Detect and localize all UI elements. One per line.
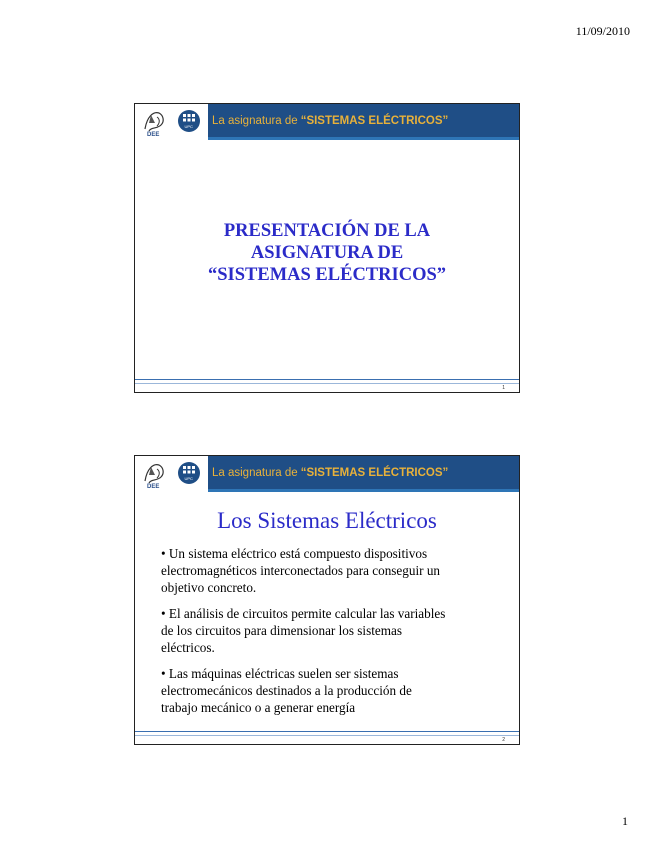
slide-2 [134, 455, 520, 745]
bullet-item: • El análisis de circuitos permite calcular las variables de los circuitos para dimensionar los sistemas eléctricos. [161, 606, 446, 655]
slide-1-title [135, 220, 519, 286]
bullet-list [161, 545, 503, 725]
title-line: ASIGNATURA DE [250, 243, 404, 263]
bullet-item: • Un sistema eléctrico está compuesto dispositivos electromagnéticos interconectados para conseguir un objetivo concreto. [161, 546, 441, 595]
page-number: 1 [622, 814, 628, 828]
slide-number: 1 [502, 385, 505, 391]
page-date: 11/09/2010 [575, 24, 630, 38]
bullet-item: • Las máquinas eléctricas suelen ser sistemas electromecánicos destinados a la producción de trabajo mecánico o a generar energía [161, 666, 412, 715]
dee-logo-icon [145, 465, 163, 489]
slide-header [135, 456, 519, 492]
title-line: “SISTEMAS ELÉCTRICOS” [207, 265, 446, 285]
slide-number: 2 [502, 737, 505, 743]
header-highlight: “SISTEMAS ELÉCTRICOS” [300, 466, 449, 479]
header-bar [208, 456, 519, 492]
svg-text:DEE: DEE [147, 484, 160, 489]
svg-text:UPC: UPC [184, 124, 193, 129]
slide-footer [135, 731, 519, 744]
title-line: PRESENTACIÓN DE LA [223, 221, 431, 241]
logos [141, 459, 205, 489]
header-bar [208, 104, 519, 140]
header-prefix: La asignatura de [212, 466, 298, 479]
upc-logo-icon [178, 462, 200, 484]
slide-footer [135, 379, 519, 392]
dee-logo-icon [145, 113, 163, 137]
header-highlight: “SISTEMAS ELÉCTRICOS” [300, 114, 449, 127]
svg-text:UPC: UPC [184, 476, 193, 481]
logos [141, 107, 205, 137]
upc-logo-icon [178, 110, 200, 132]
slide-1 [134, 103, 520, 393]
svg-text:DEE: DEE [147, 132, 160, 137]
slide-header [135, 104, 519, 140]
header-prefix: La asignatura de [212, 114, 298, 127]
slide-2-title: Los Sistemas Eléctricos [217, 508, 437, 533]
